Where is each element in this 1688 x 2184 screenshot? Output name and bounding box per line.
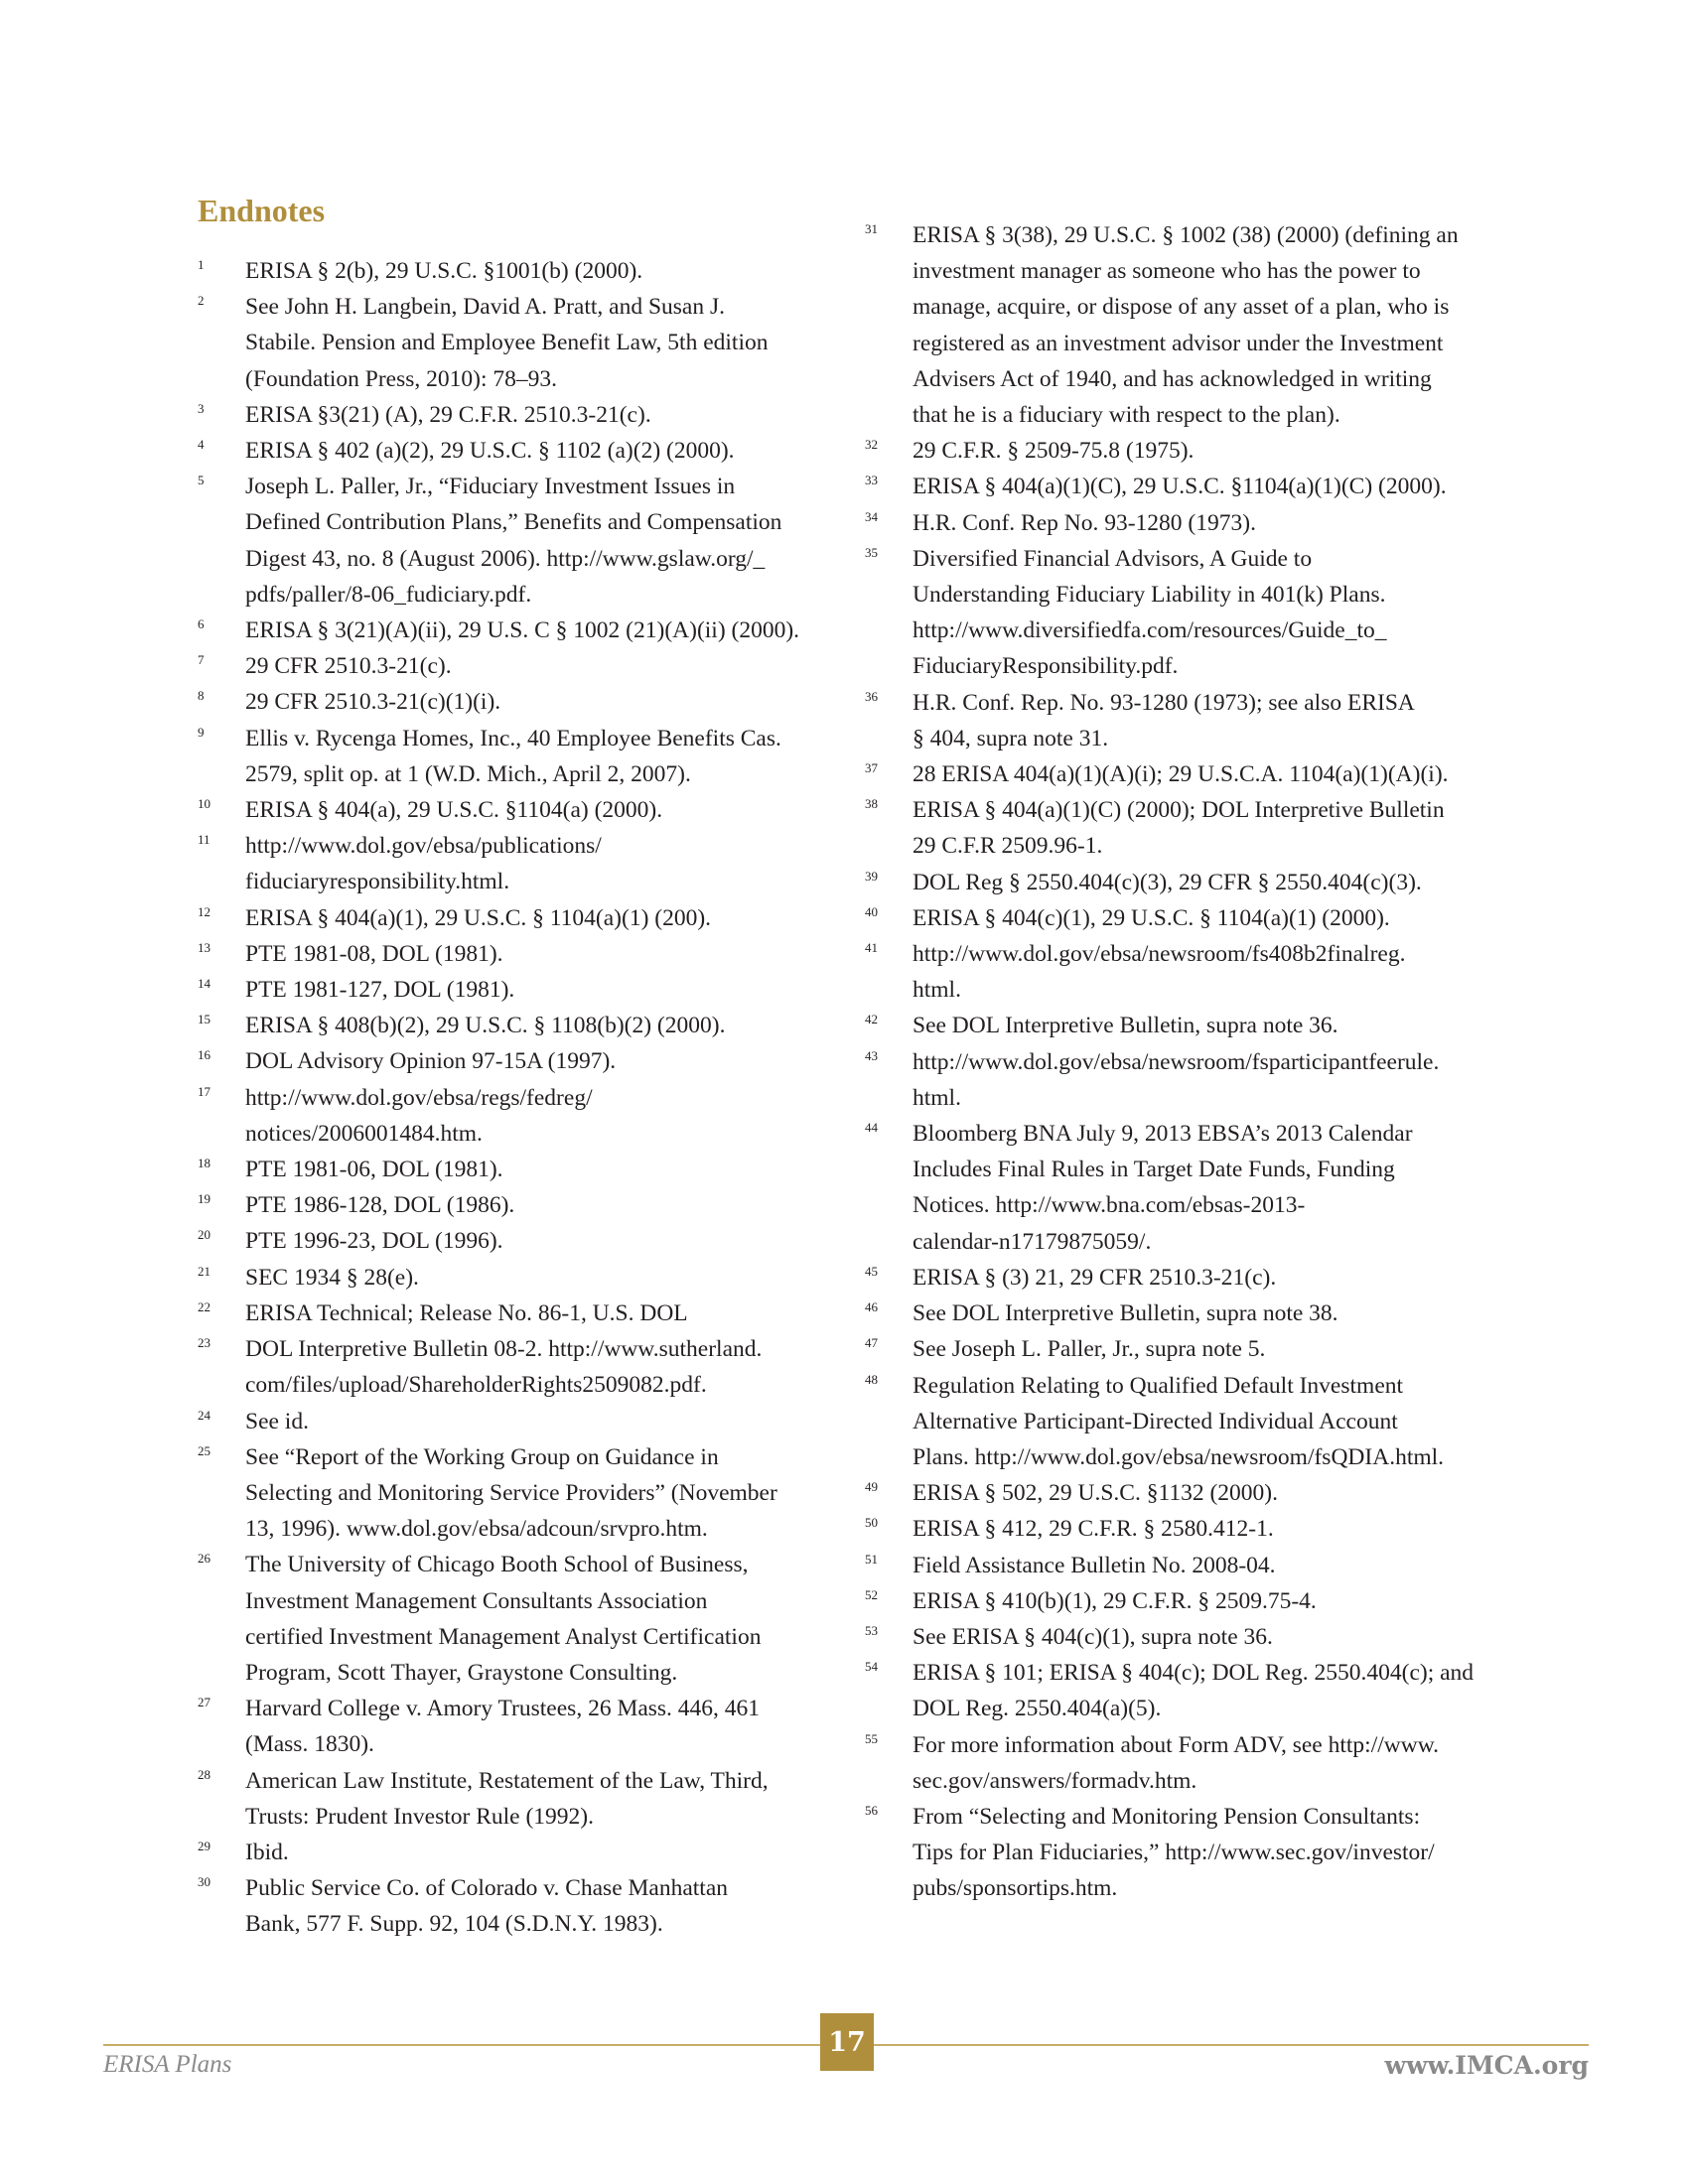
endnote-number: 41 [865, 940, 878, 956]
endnote-number: 29 [198, 1838, 211, 1853]
endnote-text: Joseph L. Paller, Jr., “Fiduciary Investment Issues in Defined Contribution Plans,” Benefits and Compensation Digest 43, no. 8 (August 2006). http://www.gslaw.org/_ pdfs/paller/8-06_fudiciary.pdf. [245, 474, 782, 608]
endnote-text: PTE 1981-127, DOL (1981). [245, 977, 515, 1004]
endnote-text: Bloomberg BNA July 9, 2013 EBSA’s 2013 Calendar Includes Final Rules in Target Date Funds, Funding Notices. http://www.bna.com/ebsas-2013- calendar-n17179875059/. [913, 1121, 1413, 1255]
endnote-number: 20 [198, 1227, 211, 1243]
endnote-item [198, 1296, 833, 1331]
endnote-number: 43 [865, 1047, 878, 1063]
endnote-number: 42 [865, 1012, 878, 1027]
endnote-item [198, 900, 833, 936]
endnote-number: 30 [198, 1874, 211, 1890]
endnote-number: 25 [198, 1442, 211, 1458]
endnote-item [198, 972, 833, 1008]
endnote-item [198, 1547, 833, 1691]
endnote-number: 4 [198, 437, 205, 453]
endnote-item [198, 1223, 833, 1259]
endnote-number: 17 [198, 1083, 211, 1099]
endnote-text: Diversified Financial Advisors, A Guide to Understanding Fiduciary Liability in 401(k) Plans. http://www.diversifiedfa.com/resources/Guide_to_ FiduciaryResponsibility.pdf. [913, 545, 1387, 680]
endnote-text: ERISA § 502, 29 U.S.C. §1132 (2000). [913, 1480, 1278, 1507]
endnote-number: 2 [198, 293, 205, 309]
endnote-item [865, 685, 1520, 756]
endnote-item [865, 1475, 1520, 1511]
endnote-number: 23 [198, 1335, 211, 1351]
endnote-text: H.R. Conf. Rep. No. 93-1280 (1973); see also ERISA § 404, supra note 31. [913, 689, 1415, 751]
endnote-text: ERISA § 3(21)(A)(ii), 29 U.S. C § 1002 (21)(A)(ii) (2000). [245, 617, 800, 644]
endnote-number: 14 [198, 976, 211, 992]
endnote-text: ERISA § 404(a), 29 U.S.C. §1104(a) (2000). [245, 797, 663, 824]
endnote-text: PTE 1986-128, DOL (1986). [245, 1192, 515, 1219]
endnote-item [198, 1835, 833, 1870]
endnote-item [865, 1116, 1520, 1260]
endnote-item [198, 721, 833, 792]
endnote-number: 1 [198, 257, 205, 272]
endnote-item [198, 1008, 833, 1043]
endnote-text: 29 C.F.R. § 2509-75.8 (1975). [913, 438, 1195, 465]
endnote-number: 35 [865, 544, 878, 560]
endnote-item [865, 1799, 1520, 1907]
endnote-text: PTE 1996-23, DOL (1996). [245, 1228, 503, 1255]
endnote-number: 19 [198, 1191, 211, 1207]
endnote-number: 31 [865, 221, 878, 236]
endnote-item [865, 505, 1520, 541]
endnote-item [198, 1439, 833, 1548]
endnote-number: 55 [865, 1730, 878, 1746]
endnote-text: ERISA § 404(a)(1)(C), 29 U.S.C. §1104(a)(1)(C) (2000). [913, 474, 1447, 500]
endnote-item [198, 648, 833, 684]
endnote-text: ERISA § (3) 21, 29 CFR 2510.3-21(c). [913, 1264, 1277, 1291]
endnote-item [198, 433, 833, 469]
endnote-text: See “Report of the Working Group on Guidance in Selecting and Monitoring Service Providers” (November 13, 1996). www.dol.gov/ebsa/adcoun/srvpro.htm. [245, 1443, 777, 1543]
endnote-number: 9 [198, 724, 205, 740]
endnote-item [865, 936, 1520, 1008]
endnote-item [865, 433, 1520, 469]
endnote-text: Field Assistance Bulletin No. 2008-04. [913, 1552, 1276, 1578]
endnote-text: H.R. Conf. Rep No. 93-1280 (1973). [913, 509, 1256, 536]
endnote-number: 7 [198, 652, 205, 668]
endnote-item [198, 1043, 833, 1079]
endnote-text: ERISA § 408(b)(2), 29 U.S.C. § 1108(b)(2) (2000). [245, 1013, 726, 1039]
endnote-text: SEC 1934 § 28(e). [245, 1264, 419, 1291]
endnote-text: ERISA § 402 (a)(2), 29 U.S.C. § 1102 (a)(2) (2000). [245, 438, 735, 465]
endnote-text: ERISA § 2(b), 29 U.S.C. §1001(b) (2000). [245, 258, 643, 284]
endnote-number: 49 [865, 1479, 878, 1495]
endnote-text: http://www.dol.gov/ebsa/regs/fedreg/ notices/2006001484.htm. [245, 1084, 593, 1147]
endnote-item [198, 1187, 833, 1223]
endnote-text: 28 ERISA 404(a)(1)(A)(i); 29 U.S.C.A. 1104(a)(1)(A)(i). [913, 761, 1449, 788]
endnote-item [865, 1511, 1520, 1547]
footer-publication-title: ERISA Plans [103, 2051, 232, 2078]
endnote-item [198, 1691, 833, 1762]
endnote-item [198, 613, 833, 648]
endnote-text: DOL Advisory Opinion 97-15A (1997). [245, 1048, 617, 1075]
endnote-item [198, 684, 833, 720]
endnote-text: The University of Chicago Booth School of Business, Investment Management Consultants Association certified Investment Management Analyst Certification Program, Scott Thayer, Graystone Consulting. [245, 1552, 762, 1686]
endnote-number: 28 [198, 1766, 211, 1782]
endnote-number: 50 [865, 1515, 878, 1531]
endnote-text: PTE 1981-08, DOL (1981). [245, 940, 503, 967]
endnote-item [198, 289, 833, 397]
endnote-text: http://www.dol.gov/ebsa/publications/ fiduciaryresponsibility.html. [245, 833, 602, 895]
page-title: Endnotes [198, 193, 326, 228]
endnote-number: 27 [198, 1695, 211, 1710]
endnote-number: 26 [198, 1551, 211, 1567]
endnote-text: See John H. Langbein, David A. Pratt, and Susan J. Stabile. Pension and Employee Benefit Law, 5th edition (Foundation Press, 2010): 78–93. [245, 294, 769, 392]
endnote-text: From “Selecting and Monitoring Pension Consultants: Tips for Plan Fiduciaries,” http://www.sec.gov/investor/ pubs/sponsortips.htm. [913, 1803, 1435, 1902]
endnote-text: For more information about Form ADV, see http://www. sec.gov/answers/formadv.htm. [913, 1731, 1440, 1794]
endnote-number: 16 [198, 1047, 211, 1063]
endnote-item [865, 1008, 1520, 1043]
endnote-number: 47 [865, 1335, 878, 1351]
endnote-number: 33 [865, 473, 878, 488]
endnote-item [865, 900, 1520, 936]
endnote-item [865, 1583, 1520, 1619]
endnote-text: See ERISA § 404(c)(1), supra note 36. [913, 1623, 1273, 1650]
endnote-text: See id. [245, 1408, 309, 1434]
endnote-number: 37 [865, 760, 878, 776]
endnote-number: 51 [865, 1551, 878, 1567]
endnote-number: 18 [198, 1156, 211, 1171]
endnote-number: 11 [198, 832, 211, 848]
endnote-text: ERISA Technical; Release No. 86-1, U.S. DOL [245, 1299, 688, 1326]
endnote-text: ERISA § 404(c)(1), 29 U.S.C. § 1104(a)(1) (2000). [913, 904, 1390, 931]
endnote-item [198, 1404, 833, 1439]
endnote-number: 34 [865, 508, 878, 524]
endnote-text: See DOL Interpretive Bulletin, supra note 38. [913, 1300, 1338, 1327]
endnote-item [865, 541, 1520, 685]
endnote-number: 54 [865, 1659, 878, 1675]
endnote-number: 24 [198, 1407, 211, 1423]
endnote-item [865, 865, 1520, 900]
endnote-text: DOL Reg § 2550.404(c)(3), 29 CFR § 2550.404(c)(3). [913, 869, 1422, 895]
endnote-text: ERISA § 3(38), 29 U.S.C. § 1002 (38) (2000) (defining an investment manager as someone who has the power to manage, acquire, or dispose of any asset of a plan, who is registered as an investment advisor under the Investment Advisers Act of 1940, and has acknowledged in writing that he is a fiduciary with respect to the plan). [913, 222, 1459, 429]
endnote-item [198, 397, 833, 433]
endnote-item [198, 1331, 833, 1403]
endnote-number: 52 [865, 1586, 878, 1602]
endnote-number: 48 [865, 1371, 878, 1387]
endnote-number: 53 [865, 1622, 878, 1638]
endnote-item [198, 936, 833, 972]
endnote-text: Public Service Co. of Colorado v. Chase Manhattan Bank, 577 F. Supp. 92, 104 (S.D.N.Y. 1983). [245, 1875, 729, 1938]
endnote-number: 36 [865, 688, 878, 704]
endnote-item [865, 1727, 1520, 1799]
endnote-text: American Law Institute, Restatement of the Law, Third, Trusts: Prudent Investor Rule (1992). [245, 1767, 769, 1830]
endnote-number: 39 [865, 868, 878, 884]
endnote-number: 3 [198, 400, 205, 416]
endnote-item [198, 1152, 833, 1187]
endnote-text: Ellis v. Rycenga Homes, Inc., 40 Employee Benefits Cas. 2579, split op. at 1 (W.D. Mich., April 2, 2007). [245, 725, 781, 787]
endnote-text: ERISA § 404(a)(1), 29 U.S.C. § 1104(a)(1) (200). [245, 904, 712, 931]
endnote-number: 22 [198, 1298, 211, 1314]
endnote-number: 56 [865, 1802, 878, 1818]
endnote-text: ERISA §3(21) (A), 29 C.F.R. 2510.3-21(c). [245, 401, 651, 428]
endnote-item [865, 1044, 1520, 1116]
endnote-item [198, 792, 833, 828]
endnote-item [198, 828, 833, 899]
endnote-text: ERISA § 101; ERISA § 404(c); DOL Reg. 2550.404(c); and DOL Reg. 2550.404(a)(5). [913, 1660, 1475, 1722]
endnote-text: Harvard College v. Amory Trustees, 26 Mass. 446, 461 (Mass. 1830). [245, 1696, 761, 1758]
endnote-item [198, 469, 833, 613]
endnote-number: 40 [865, 903, 878, 919]
endnote-item [865, 1331, 1520, 1367]
endnote-item [865, 469, 1520, 504]
endnote-text: See Joseph L. Paller, Jr., supra note 5. [913, 1336, 1266, 1363]
endnote-number: 32 [865, 437, 878, 453]
endnote-number: 38 [865, 796, 878, 812]
endnote-item [865, 1548, 1520, 1583]
endnote-item [198, 1260, 833, 1296]
endnote-item [865, 217, 1520, 433]
footer-website: www.IMCA.org [1384, 2051, 1589, 2080]
endnote-text: ERISA § 412, 29 C.F.R. § 2580.412-1. [913, 1516, 1274, 1543]
endnote-item [198, 1763, 833, 1835]
endnote-item [198, 253, 833, 289]
endnote-number: 12 [198, 903, 211, 919]
endnote-number: 6 [198, 616, 205, 632]
endnote-number: 13 [198, 939, 211, 955]
endnote-item [198, 1870, 833, 1942]
endnote-text: ERISA § 404(a)(1)(C) (2000); DOL Interpretive Bulletin 29 C.F.R 2509.96-1. [913, 797, 1445, 860]
endnote-number: 10 [198, 796, 211, 812]
endnotes-left-column [198, 253, 833, 1943]
endnote-item [865, 756, 1520, 792]
endnote-text: Ibid. [245, 1839, 289, 1865]
endnote-item [865, 1619, 1520, 1655]
endnote-item [865, 1368, 1520, 1476]
endnote-number: 15 [198, 1012, 211, 1027]
endnote-item [865, 1655, 1520, 1726]
endnote-number: 8 [198, 688, 205, 704]
endnote-item [865, 792, 1520, 864]
endnote-text: DOL Interpretive Bulletin 08-2. http://www.sutherland. com/files/upload/ShareholderRights2509082.pdf. [245, 1336, 763, 1399]
page-number: 17 [820, 2013, 874, 2071]
endnote-text: http://www.dol.gov/ebsa/newsroom/fs408b2finalreg. html. [913, 941, 1406, 1004]
endnotes-right-column [865, 217, 1520, 1907]
endnote-text: 29 CFR 2510.3-21(c)(1)(i). [245, 689, 501, 716]
endnote-number: 5 [198, 473, 205, 488]
endnote-item [865, 1260, 1520, 1296]
endnote-text: PTE 1981-06, DOL (1981). [245, 1157, 503, 1183]
endnote-text: http://www.dol.gov/ebsa/newsroom/fsparticipantfeerule. html. [913, 1048, 1440, 1111]
endnote-text: Regulation Relating to Qualified Default Investment Alternative Participant-Directed Individual Account Plans. http://www.dol.gov/ebsa/newsroom/fsQDIA.html. [913, 1372, 1445, 1470]
endnote-number: 46 [865, 1299, 878, 1315]
endnote-text: See DOL Interpretive Bulletin, supra note 36. [913, 1013, 1338, 1039]
endnote-number: 44 [865, 1120, 878, 1136]
endnote-text: ERISA § 410(b)(1), 29 C.F.R. § 2509.75-4. [913, 1587, 1317, 1614]
endnote-item [198, 1080, 833, 1152]
endnote-item [865, 1296, 1520, 1331]
endnote-text: 29 CFR 2510.3-21(c). [245, 653, 452, 680]
endnote-number: 21 [198, 1263, 211, 1279]
endnote-number: 45 [865, 1263, 878, 1279]
